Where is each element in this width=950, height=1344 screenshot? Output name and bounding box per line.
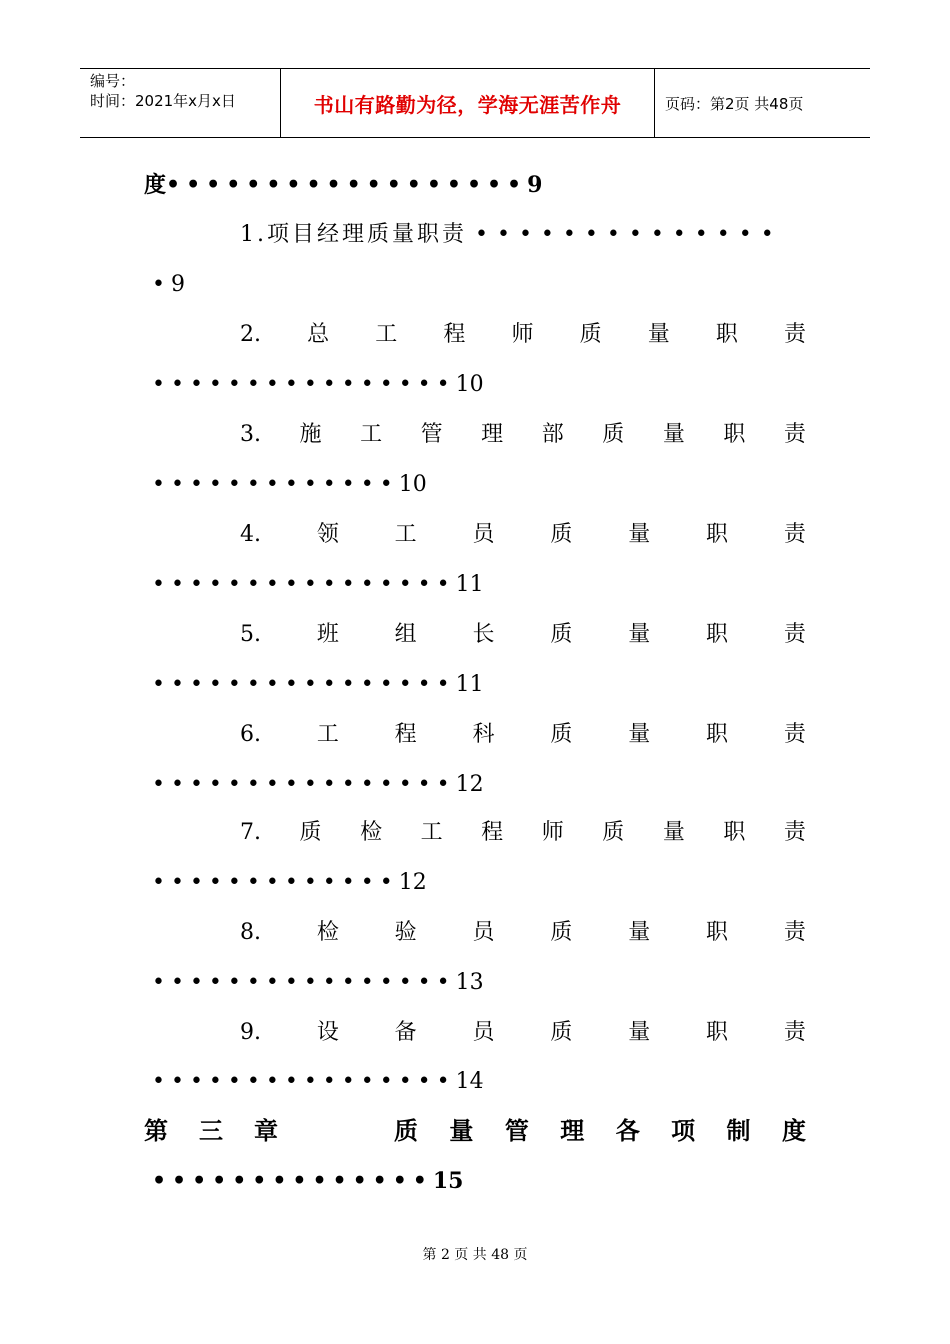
toc-char: 工 <box>360 422 383 447</box>
toc-char: 责 <box>783 722 806 747</box>
toc-char: 责 <box>783 422 806 447</box>
toc-leader-dots: ••••••••••••• <box>152 472 399 497</box>
toc-char: 职 <box>706 1020 729 1045</box>
toc-char: 质 <box>550 622 573 647</box>
toc-char: 检 <box>316 920 339 945</box>
toc-char: 长 <box>472 622 495 647</box>
toc-char: 理 <box>560 1116 585 1145</box>
toc-chapter-3-label <box>144 1116 278 1146</box>
toc-entry-number: 2. <box>240 322 261 347</box>
toc-page-number: 12 <box>398 870 427 895</box>
toc-char: 度 <box>781 1116 806 1145</box>
toc-char: 职 <box>706 522 729 547</box>
toc-char: 验 <box>394 920 417 945</box>
toc-char: 职 <box>706 920 729 945</box>
toc-char: 质 <box>550 920 573 945</box>
toc-char: 制 <box>726 1116 751 1145</box>
toc-char: 三 <box>199 1116 223 1145</box>
toc-entry-text: 1.项目经理质量职责 <box>240 222 467 247</box>
toc-char: 质 <box>579 322 602 347</box>
toc-entry-1-cont <box>152 270 185 300</box>
toc-entry-2 <box>240 320 806 350</box>
toc-char: 工 <box>394 522 417 547</box>
toc-entry-8 <box>240 918 806 948</box>
toc-char: 管 <box>420 422 443 447</box>
toc-entry-8-cont <box>152 968 484 998</box>
toc-leader-dots: •••••••••••••••• <box>152 672 456 697</box>
toc-char: 章 <box>254 1116 278 1145</box>
toc-char: 量 <box>662 820 685 845</box>
header-motto-cell <box>281 69 655 137</box>
toc-char: 检 <box>360 820 383 845</box>
toc-leader-dots: •••••••••••••••••• <box>166 172 528 198</box>
toc-entry-number: 6. <box>240 722 261 747</box>
toc-char: 师 <box>541 820 564 845</box>
toc-char: 量 <box>449 1116 474 1145</box>
toc-char: 备 <box>394 1020 417 1045</box>
toc-page-number: 9 <box>527 172 543 198</box>
toc-char: 职 <box>723 820 746 845</box>
toc-chapter-3-title <box>394 1116 806 1146</box>
toc-leader-dots: •••••••••••••• <box>475 222 783 247</box>
toc-entry-4 <box>240 520 806 550</box>
toc-leader-dots: •••••••••••••••• <box>152 1069 456 1094</box>
toc-char: 班 <box>316 622 339 647</box>
toc-char: 量 <box>662 422 685 447</box>
toc-page-number: 11 <box>455 572 484 597</box>
toc-entry-7-cont <box>152 868 427 898</box>
toc-char: 责 <box>783 1020 806 1045</box>
toc-char: 量 <box>628 1020 651 1045</box>
toc-entry-7 <box>240 818 806 848</box>
page-footer: 第 2 页 共 48 页 <box>422 1247 528 1263</box>
toc-entry-number: 8. <box>240 920 261 945</box>
toc-entry-5-cont <box>152 670 484 700</box>
toc-char: 第 <box>144 1116 168 1145</box>
toc-page-number: 13 <box>455 970 484 995</box>
toc-char: 责 <box>783 322 806 347</box>
toc-char: 师 <box>511 322 534 347</box>
toc-entry-ch2-cont <box>144 170 542 200</box>
toc-char: 量 <box>628 722 651 747</box>
toc-char: 理 <box>481 422 504 447</box>
toc-entry-6 <box>240 720 806 750</box>
toc-page-number: 11 <box>455 672 484 697</box>
page-header <box>80 68 870 138</box>
toc-char: 员 <box>472 1020 495 1045</box>
toc-char: 工 <box>316 722 339 747</box>
toc-leader-dots: ••••••••••••• <box>152 870 399 895</box>
toc-char: 管 <box>504 1116 529 1145</box>
toc-leader-dots: •••••••••••••• <box>152 1168 433 1194</box>
toc-entry-number: 9. <box>240 1020 261 1045</box>
toc-char: 施 <box>299 422 322 447</box>
toc-char: 质 <box>394 1116 418 1145</box>
toc-char: 工 <box>420 820 443 845</box>
toc-char: 量 <box>647 322 670 347</box>
toc-char: 部 <box>541 422 564 447</box>
toc-char: 设 <box>316 1020 339 1045</box>
toc-char: 程 <box>443 322 466 347</box>
toc-char: 各 <box>615 1116 640 1145</box>
toc-entry-3 <box>240 420 806 450</box>
toc-char: 程 <box>481 820 504 845</box>
toc-entry-9 <box>240 1018 806 1048</box>
header-left-cell <box>80 69 281 137</box>
header-page-info-cell <box>655 69 870 137</box>
toc-char: 责 <box>783 820 806 845</box>
toc-entry-2-cont <box>152 370 484 400</box>
toc-char: 职 <box>706 622 729 647</box>
toc-page-number: 12 <box>455 772 484 797</box>
toc-entry-9-cont <box>152 1067 484 1097</box>
toc-char: 组 <box>394 622 417 647</box>
toc-char: 量 <box>628 522 651 547</box>
toc-char: 责 <box>783 920 806 945</box>
toc-leader-dots: •••••••••••••••• <box>152 772 456 797</box>
toc-leader-dots: •••••••••••••••• <box>152 372 456 397</box>
header-page-info: 页码：第2页 共48页 <box>665 94 804 113</box>
toc-entry-3-cont <box>152 470 427 500</box>
toc-entry-number: 5. <box>240 622 261 647</box>
toc-entry-4-cont <box>152 570 484 600</box>
toc-entry-number: 3. <box>240 422 261 447</box>
toc-leader-dots: •••••••••••••••• <box>152 572 456 597</box>
toc-entry-number: 7. <box>240 820 261 845</box>
header-time-label: 时间：2021年x月x日 <box>90 92 236 110</box>
toc-char: 领 <box>316 522 339 547</box>
toc-entry-5 <box>240 620 806 650</box>
toc-entry-number: 4. <box>240 522 261 547</box>
toc-page-number: 10 <box>455 372 484 397</box>
toc-entry-1 <box>240 220 783 250</box>
toc-char: 员 <box>472 522 495 547</box>
toc-leader-dots: •••••••••••••••• <box>152 970 456 995</box>
toc-char: 程 <box>394 722 417 747</box>
toc-char: 质 <box>550 722 573 747</box>
toc-char: 质 <box>602 422 625 447</box>
toc-entry-text: 度 <box>144 172 167 198</box>
toc-page-number: 15 <box>432 1168 464 1194</box>
toc-char: 责 <box>783 622 806 647</box>
toc-char: 质 <box>299 820 322 845</box>
toc-char: 质 <box>550 1020 573 1045</box>
toc-leader-dots: • <box>152 272 171 297</box>
toc-page-number: 9 <box>170 272 185 297</box>
toc-page-number: 14 <box>455 1069 484 1094</box>
toc-char: 员 <box>472 920 495 945</box>
toc-char: 总 <box>307 322 330 347</box>
toc-char: 质 <box>550 522 573 547</box>
toc-char: 职 <box>706 722 729 747</box>
toc-char: 量 <box>628 622 651 647</box>
toc-chapter-3-cont <box>152 1166 464 1196</box>
toc-char: 质 <box>602 820 625 845</box>
toc-entry-6-cont <box>152 770 484 800</box>
toc-char: 工 <box>375 322 398 347</box>
header-motto: 书山有路勤为径，学海无涯苦作舟 <box>313 92 622 117</box>
toc-char: 职 <box>723 422 746 447</box>
toc-page-number: 10 <box>398 472 427 497</box>
toc-char: 项 <box>671 1116 696 1145</box>
toc-char: 职 <box>715 322 738 347</box>
toc-char: 责 <box>783 522 806 547</box>
toc-char: 量 <box>628 920 651 945</box>
header-number-label: 编号： <box>90 72 136 90</box>
toc-char: 科 <box>472 722 495 747</box>
